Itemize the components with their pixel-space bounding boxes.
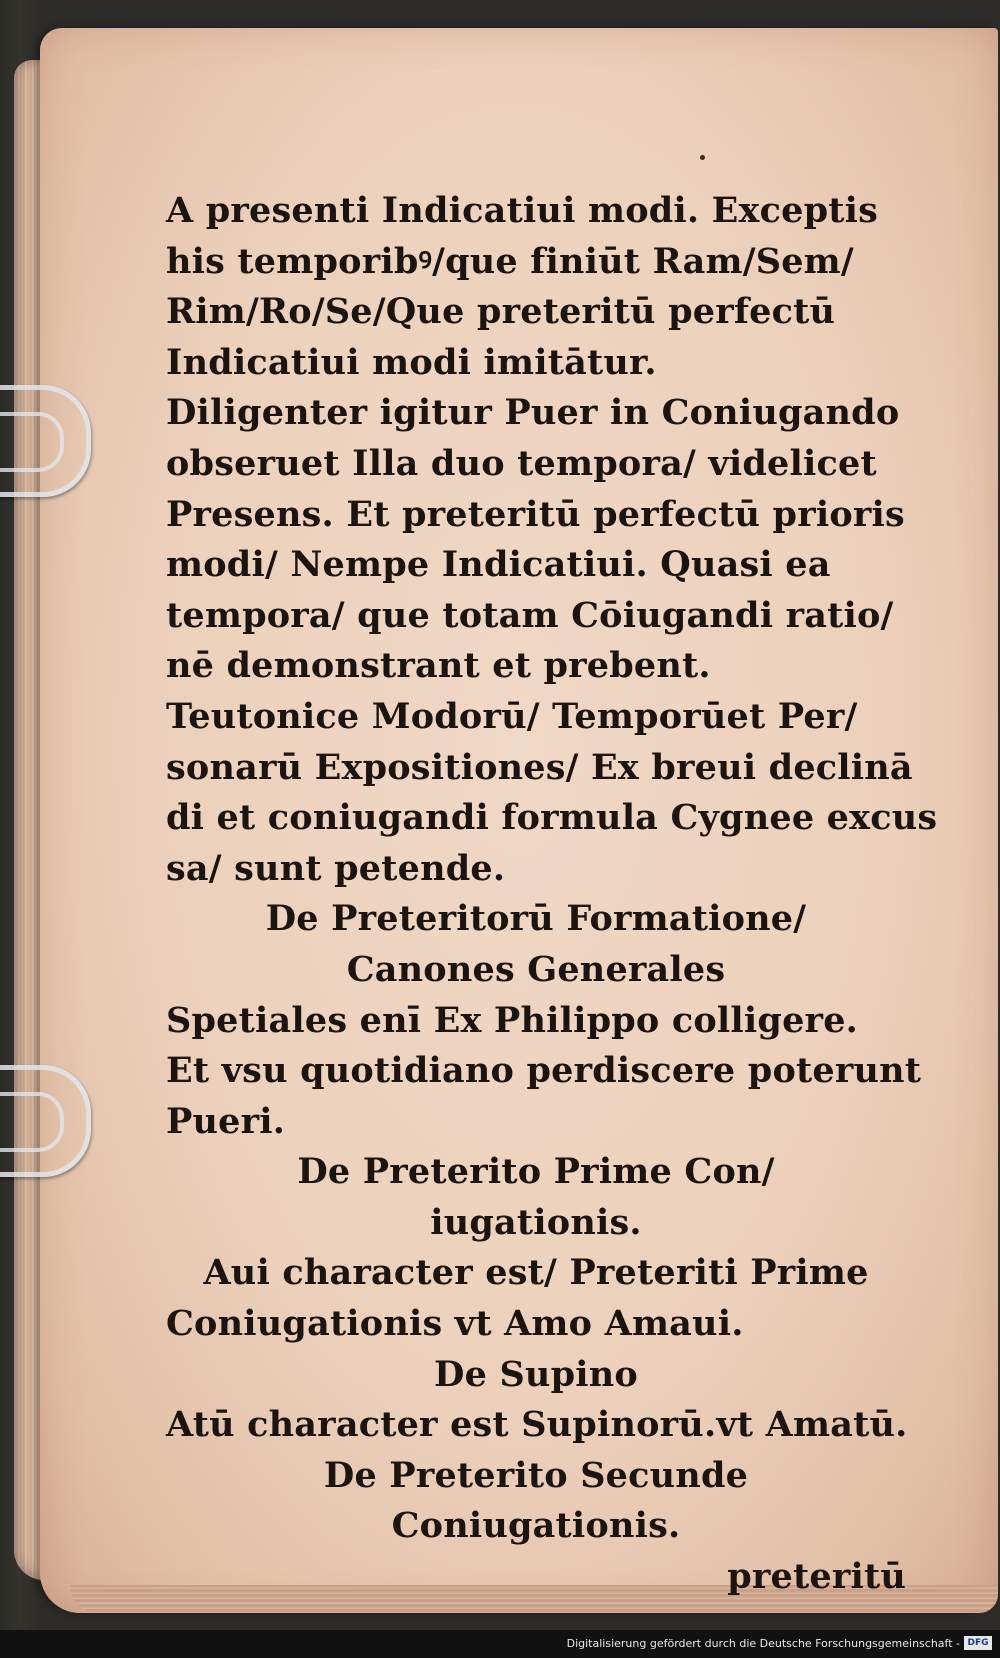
text-line: Teutonice Modorū/ Temporūet Per/ (166, 695, 858, 737)
footer-bar (0, 1630, 1000, 1658)
paper-clip-icon (0, 1065, 91, 1177)
text-line: De Preterito Secunde (323, 1454, 749, 1496)
text-line: his temporibꝰ/que finiūt Ram/Sem/ (166, 240, 854, 282)
text-line: Pueri. (166, 1100, 286, 1142)
text-line: Atū character est Supinorū.vt Amatū. (166, 1404, 908, 1446)
ink-dot (700, 155, 705, 160)
text-line: sa/ sunt petende. (166, 847, 506, 889)
text-line: preteritū (727, 1556, 906, 1598)
text-line: De Supino (434, 1353, 638, 1395)
text-line: nē demonstrant et prebent. (166, 645, 711, 687)
text-line: Rim/Ro/Se/Que preteritū perfectū (166, 291, 836, 333)
text-line: Indicatiui modi imitātur. (166, 341, 657, 383)
page-text-block (166, 186, 938, 1603)
text-line: A presenti Indicatiui modi. Exceptis (166, 190, 879, 231)
text-line: Spetiales enī Ex Philippo colligere. (166, 999, 859, 1041)
text-line: Diligenter igitur Puer in Coniugando (166, 392, 900, 434)
paper-clip-icon (0, 385, 91, 497)
text-line: obseruet Illa duo tempora/ videlicet (166, 442, 877, 484)
text-line: modi/ Nempe Indicatiui. Quasi ea (166, 544, 831, 586)
text-line: sonarū Expositiones/ Ex breui declinā (166, 746, 913, 788)
text-line: tempora/ que totam Cōiugandi ratio/ (166, 594, 894, 636)
text-line: Coniugationis. (391, 1505, 681, 1547)
text-line: Canones Generales (346, 948, 726, 990)
text-line: De Preteritorū Formatione/ (265, 898, 807, 940)
dfg-logo-icon: DFG (964, 1636, 992, 1650)
footer-credit: Digitalisierung gefördert durch die Deutsche Forschungsgemeinschaft - (566, 1637, 960, 1650)
text-line: Aui character est/ Preteriti Prime (203, 1252, 869, 1294)
text-line: Coniugationis vt Amo Amaui. (166, 1303, 744, 1345)
text-line: iugationis. (430, 1201, 642, 1243)
text-line: di et coniugandi formula Cygnee excus (166, 797, 938, 839)
text-line: Presens. Et preteritū perfectū prioris (166, 493, 905, 535)
text-line: Et vsu quotidiano perdiscere poterunt (166, 1050, 922, 1092)
text-line: De Preterito Prime Con/ (297, 1151, 775, 1193)
